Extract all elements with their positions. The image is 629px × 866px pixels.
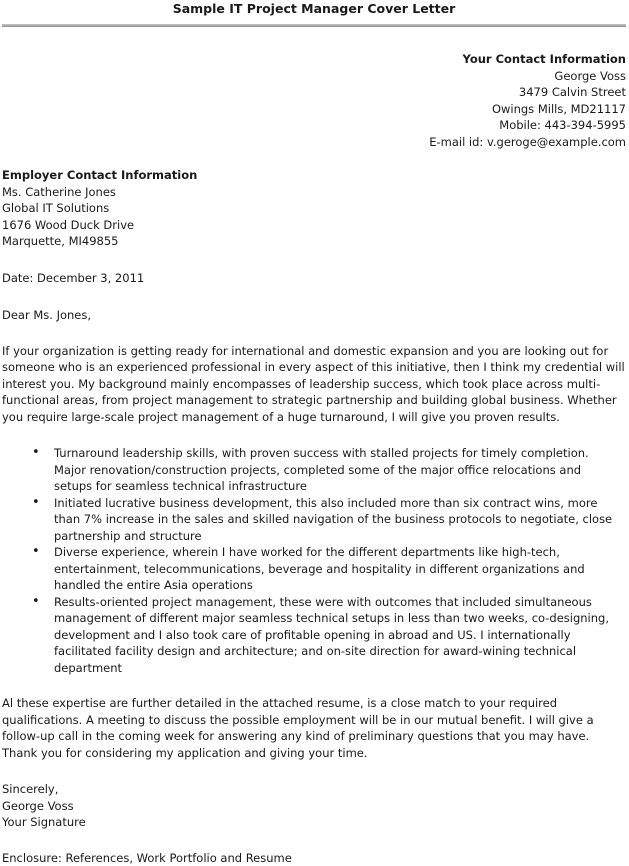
page-title: Sample IT Project Manager Cover Letter <box>2 1 626 16</box>
achievement-item: • Diverse experience, wherein I have worked for the different departments like high-tech, entertainment, telecommunications, beverage and hospitality in different organizations and handled the entire Asia operations <box>54 544 620 594</box>
achievements-list <box>2 445 626 676</box>
employer-company-line: Global IT Solutions <box>2 200 626 217</box>
signature-name: George Voss <box>2 798 626 815</box>
employer-contact-block <box>2 167 626 250</box>
salutation: Dear Ms. Jones, <box>2 307 626 324</box>
achievement-item: • Results-oriented project management, these were with outcomes that included simultaneous management of different major seamless technical setups in less than two weeks, co-designing, development and I also took care of profitable opening in abroad and US. I internationally facilitated facility design and architecture; and on-site direction for award-wining technical department <box>54 594 620 677</box>
employer-city-line: Marquette, MI49855 <box>2 233 626 250</box>
sender-contact-heading: Your Contact Information <box>2 51 626 68</box>
employer-street-line: 1676 Wood Duck Drive <box>2 217 626 234</box>
signoff: Sincerely, <box>2 781 626 798</box>
achievement-item: • Initiated lucrative business development, this also included more than six contract wins, more than 7% increase in the sales and skilled navigation of the business protocols to negotiate, close partnership and structure <box>54 495 620 545</box>
sender-street-line: 3479 Calvin Street <box>2 84 626 101</box>
sender-city-line: Owings Mills, MD21117 <box>2 101 626 118</box>
header-divider <box>2 24 626 27</box>
employer-contact-heading: Employer Contact Information <box>2 167 626 184</box>
signature-block <box>2 781 626 831</box>
sender-mobile-line: Mobile: 443-394-5995 <box>2 117 626 134</box>
achievement-item: • Turnaround leadership skills, with proven success with stalled projects for timely completion. Major renovation/construction projects, completed some of the major office relocations and setups for seamless technical infrastructure <box>54 445 620 495</box>
signature-placeholder: Your Signature <box>2 814 626 831</box>
sender-contact-block <box>2 51 626 150</box>
sender-email-line: E-mail id: v.geroge@example.com <box>2 134 626 151</box>
intro-paragraph: If your organization is getting ready for international and domestic expansion and you are looking out for someone who is an experienced professional in every aspect of this initiative, then I think my credential will interest you. My background mainly encompasses of leadership success, which took place across multi-functional areas, from project management to strategic partnership and building global business. Whether you require large-scale project management of a huge turnaround, I will give you proven results. <box>2 343 626 426</box>
enclosure-line: Enclosure: References, Work Portfolio and Resume <box>2 850 626 866</box>
sender-name-line: George Voss <box>2 68 626 85</box>
employer-name-line: Ms. Catherine Jones <box>2 184 626 201</box>
closing-paragraph: Al these expertise are further detailed in the attached resume, is a close match to your required qualifications. A meeting to discuss the possible employment will be in our mutual benefit. I will give a follow-up call in the coming week for answering any kind of preliminary questions that you may have. Thank you for considering my application and giving your time. <box>2 695 626 761</box>
date-line: Date: December 3, 2011 <box>2 270 626 287</box>
